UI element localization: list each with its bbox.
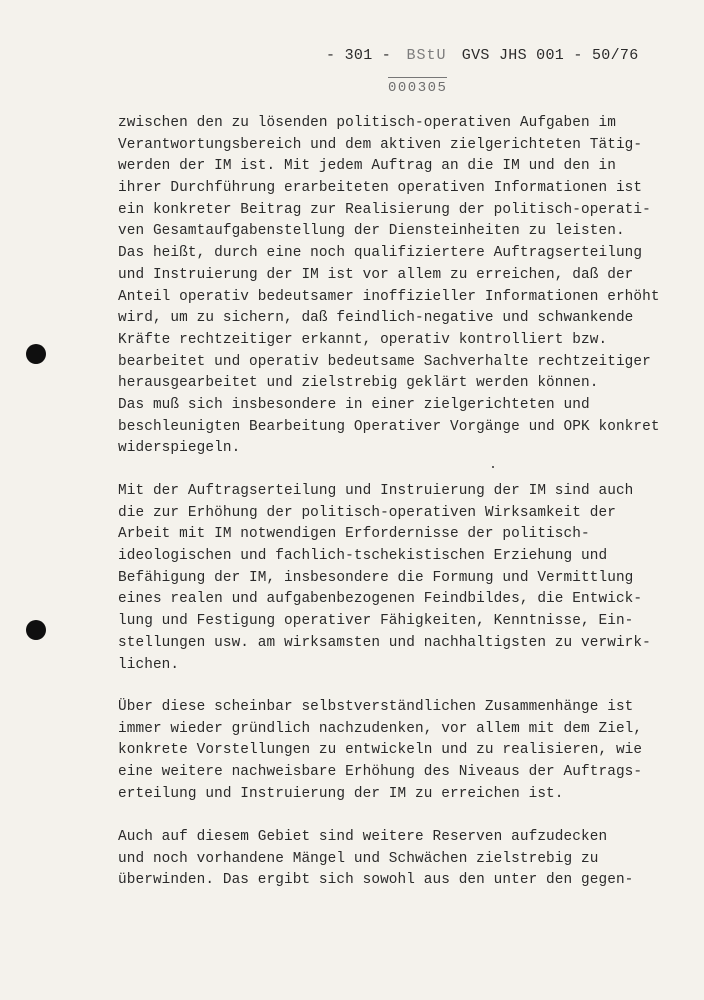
- text-line: Verantwortungsbereich und dem aktiven zielgerichteten Tätig-: [118, 136, 643, 153]
- text-line: eines realen und aufgabenbezogenen Feindbildes, die Entwick-: [118, 591, 643, 608]
- text-line: ven Gesamtaufgabenstellung der Diensteinheiten zu leisten.: [118, 223, 625, 240]
- text-line: Über diese scheinbar selbstverständlichen Zusammenhänge ist: [118, 699, 634, 715]
- text-line: Auch auf diesem Gebiet sind weitere Reserven aufzudecken: [118, 829, 608, 845]
- text-line: Das muß sich insbesondere in einer zielgerichteten und: [118, 396, 590, 413]
- punch-hole: [26, 620, 46, 640]
- text-line: Kräfte rechtzeitiger erkannt, operativ kontrolliert bzw.: [118, 331, 608, 348]
- text-line: ein konkreter Beitrag zur Realisierung der politisch-operati-: [118, 201, 651, 218]
- text-line: werden der IM ist. Mit jedem Auftrag an die IM und den in: [118, 158, 616, 175]
- page-number: - 301 -: [326, 47, 392, 64]
- text-line: Mit der Auftragserteilung und Instruierung der IM sind auch: [118, 483, 634, 499]
- archive-stamp: BStU: [406, 47, 447, 64]
- text-line: zwischen den zu lösenden politisch-operativen Aufgaben im: [118, 115, 616, 131]
- text-line: überwinden. Das ergibt sich sowohl aus den unter den gegen-: [118, 872, 634, 889]
- text-line: die zur Erhöhung der politisch-operativen Wirksamkeit der: [118, 504, 616, 521]
- punch-hole: [26, 344, 46, 364]
- text-line: herausgearbeitet und zielstrebig geklärt werden können.: [118, 375, 599, 392]
- text-line: erteilung und Instruierung der IM zu erreichen ist.: [118, 785, 564, 802]
- paragraph-1: [118, 113, 678, 460]
- document-number: 000305: [388, 77, 447, 96]
- paper-speck: [492, 466, 494, 468]
- text-line: Arbeit mit IM notwendigen Erfordernisse der politisch-: [118, 526, 590, 543]
- text-line: immer wieder gründlich nachzudenken, vor allem mit dem Ziel,: [118, 720, 643, 737]
- text-line: Anteil operativ bedeutsamer inoffizieller Informationen erhöht: [118, 288, 660, 305]
- text-line: lung und Festigung operativer Fähigkeiten, Kenntnisse, Ein-: [118, 613, 634, 630]
- text-line: lichen.: [118, 656, 180, 673]
- page-header: [326, 47, 639, 64]
- text-line: und noch vorhandene Mängel und Schwächen zielstrebig zu: [118, 850, 599, 867]
- text-line: eine weitere nachweisbare Erhöhung des Niveaus der Auftrags-: [118, 764, 643, 781]
- text-line: konkrete Vorstellungen zu entwickeln und zu realisieren, wie: [118, 742, 643, 759]
- text-line: widerspiegeln.: [118, 440, 241, 457]
- paragraph-3: [118, 697, 678, 805]
- text-line: ideologischen und fachlich-tschekistischen Erziehung und: [118, 548, 608, 565]
- classification-reference: GVS JHS 001 - 50/76: [461, 47, 639, 64]
- text-line: Das heißt, durch eine noch qualifiziertere Auftragserteilung: [118, 245, 643, 262]
- paragraph-2: [118, 481, 678, 676]
- text-line: beschleunigten Bearbeitung Operativer Vorgänge und OPK konkret: [118, 418, 660, 435]
- text-line: Befähigung der IM, insbesondere die Formung und Vermittlung: [118, 569, 634, 586]
- text-line: bearbeitet und operativ bedeutsame Sachverhalte rechtzeitiger: [118, 353, 651, 370]
- text-line: stellungen usw. am wirksamsten und nachhaltigsten zu verwirk-: [118, 634, 651, 651]
- text-line: ihrer Durchführung erarbeiteten operativen Informationen ist: [118, 180, 643, 197]
- paragraph-4: [118, 827, 678, 892]
- text-line: und Instruierung der IM ist vor allem zu erreichen, daß der: [118, 266, 634, 283]
- text-line: wird, um zu sichern, daß feindlich-negative und schwankende: [118, 310, 634, 327]
